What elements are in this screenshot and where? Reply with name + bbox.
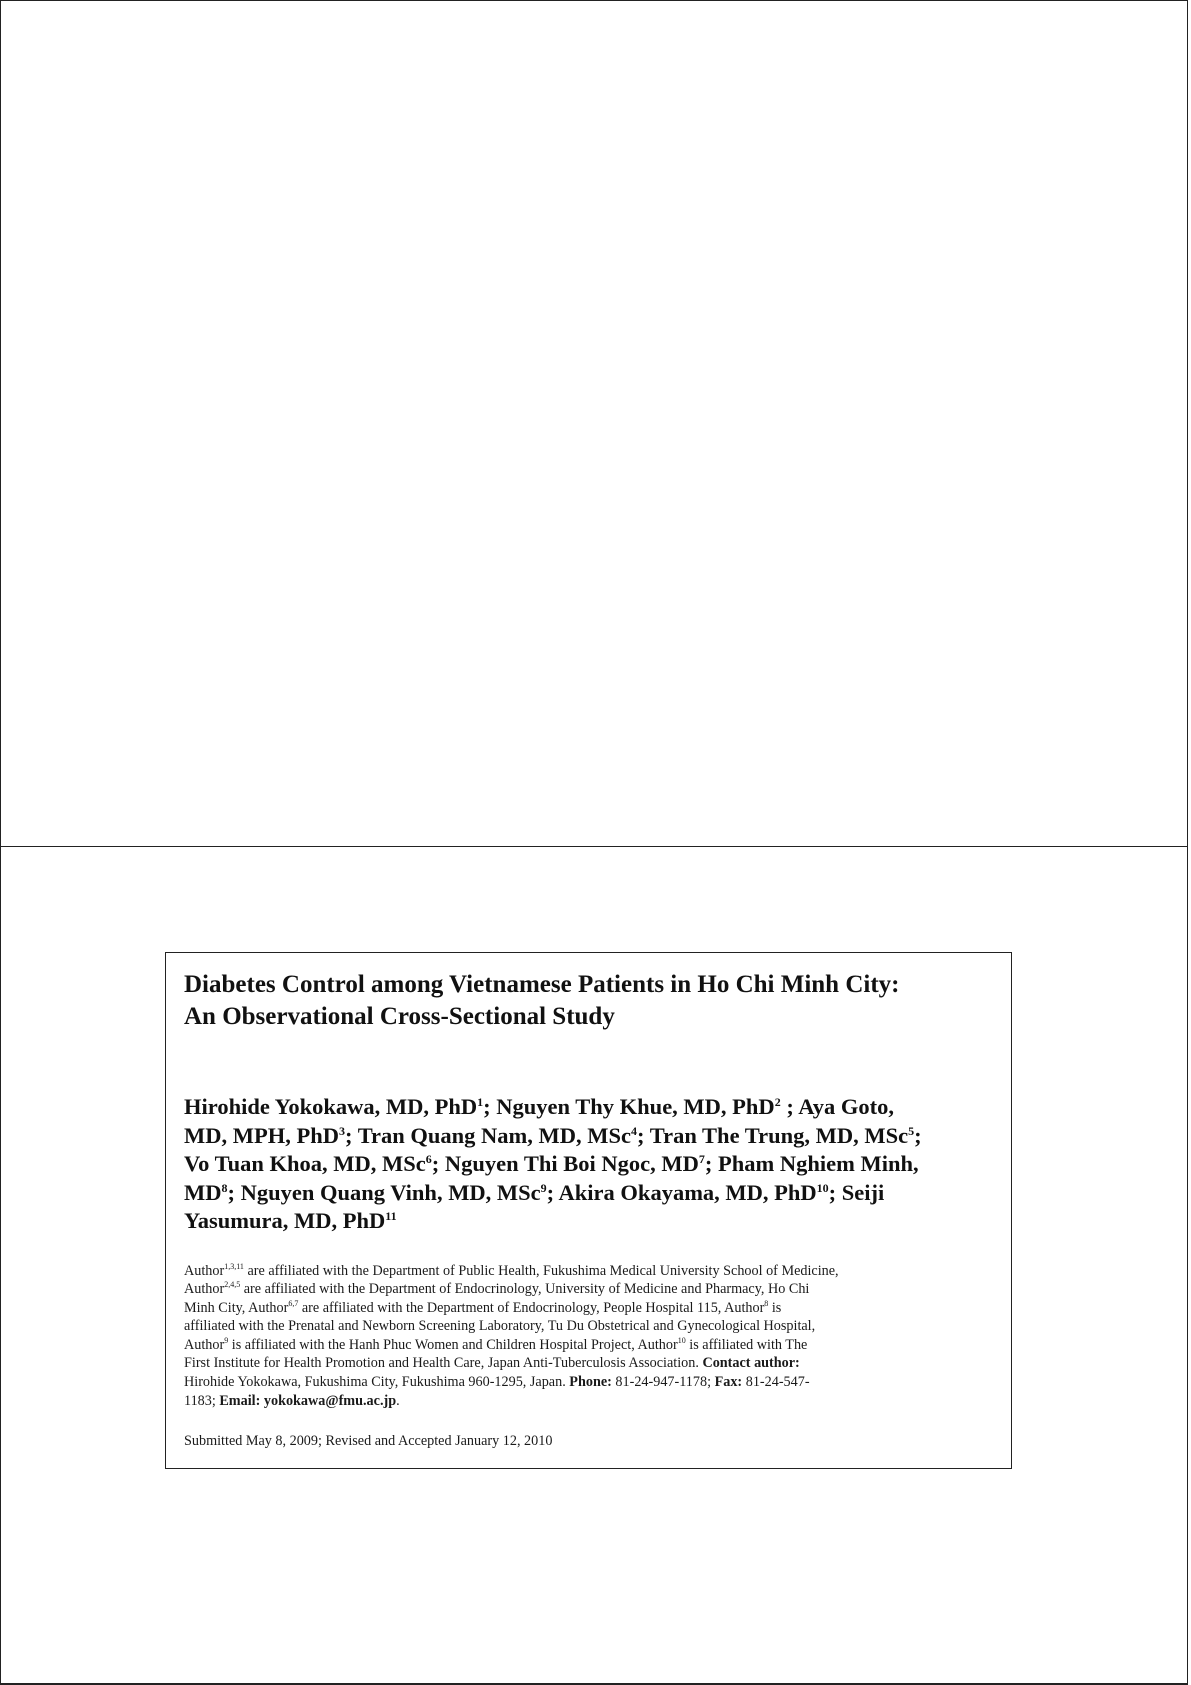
submission-dates: Submitted May 8, 2009; Revised and Accepted January 12, 2010 [184,1433,553,1450]
author-superscript: 6 [425,1152,432,1166]
affiliation-line-6 [184,1354,993,1373]
email-address: yokokawa@fmu.ac.jp [260,1392,397,1409]
author-superscript: 7 [698,1152,705,1166]
paper-title-line-1: Diabetes Control among Vietnamese Patients in Ho Chi Minh City: [184,971,900,998]
author-name: ; Nguyen Thi Boi Ngoc, MD [431,1151,699,1176]
affiliation-line-3 [184,1299,993,1318]
author-superscript: 4 [631,1123,638,1138]
author-name: Hirohide Yokokawa, MD, PhD [184,1094,478,1119]
title-slide [0,846,1188,1685]
author-name: ; Nguyen Thy Khue, MD, PhD [483,1094,775,1119]
affiliation-text: is affiliated with the Hanh Phuc Women and Children Hospital Project, Author [228,1336,678,1353]
author-line-1 [184,1093,993,1122]
author-line-4 [184,1179,993,1208]
affiliation-text: are affiliated with the Department of Public Health, Fukushima Medical University School of Medicine, [243,1262,839,1279]
author-name: ; Aya Goto, [780,1094,895,1119]
author-superscript: 5 [908,1123,915,1138]
affiliation-superscript: 10 [677,1335,686,1345]
affiliation-line-4: affiliated with the Prenatal and Newborn Screening Laboratory, Tu Du Obstetrical and Gynecological Hospital, [184,1318,816,1335]
phone-label: Phone: [569,1374,612,1391]
affiliation-text: Minh City, Author [184,1299,289,1316]
affiliation-text: Author [184,1262,225,1279]
paper-title-block [165,952,1012,1469]
paper-title-line-2: An Observational Cross-Sectional Study [184,1003,615,1030]
paper-title [184,969,993,1033]
author-name: MD, MPH, PhD [184,1122,339,1148]
author-name: ; Tran Quang Nam, MD, MSc [344,1122,632,1148]
author-superscript: 11 [385,1209,397,1223]
author-line-2 [184,1122,993,1151]
affiliation-text: is [768,1299,782,1316]
affiliation-superscript: 1,3,11 [224,1261,244,1271]
affiliation-line-8 [184,1392,993,1411]
author-superscript: 2 [774,1095,781,1109]
affiliation-line-7 [184,1373,993,1392]
affiliation-superscript: 6,7 [288,1298,299,1308]
affiliation-line-5 [184,1336,993,1355]
affiliation-line-2 [184,1280,993,1299]
author-separator: ; [914,1122,922,1148]
fax-label: Fax: [714,1374,743,1391]
author-superscript: 8 [221,1180,228,1195]
author-superscript: 3 [338,1123,345,1138]
author-superscript: 9 [540,1180,547,1195]
affiliation-text: . [396,1392,400,1409]
affiliation-text: are affiliated with the Department of Endocrinology, People Hospital 115, Author [298,1299,765,1316]
affiliation-line-1 [184,1262,993,1281]
affiliation-superscript: 8 [764,1298,769,1308]
author-name: MD [184,1179,222,1205]
author-line-5 [184,1207,993,1236]
author-name: ; Akira Okayama, MD, PhD [546,1179,817,1205]
author-superscript: 1 [477,1095,484,1109]
fax-number: 81-24-547- [742,1374,810,1391]
author-list [184,1093,993,1236]
author-name: ; Tran The Trung, MD, MSc [637,1122,909,1148]
author-superscript: 10 [816,1180,829,1195]
phone-number: 81-24-947-1178; [611,1374,715,1391]
affiliation-text: are affiliated with the Department of Endocrinology, University of Medicine and Pharmacy, Ho Chi [240,1281,810,1298]
author-name: ; Nguyen Quang Vinh, MD, MSc [227,1179,541,1205]
affiliation-text: Author [184,1336,225,1353]
affiliation-superscript: 2,4,5 [224,1280,241,1290]
affiliations-block [184,1262,993,1411]
affiliation-text: is affiliated with The [685,1336,808,1353]
author-name: ; Seiji [828,1179,885,1205]
contact-author-label: Contact author: [702,1355,800,1372]
author-name: Yasumura, MD, PhD [184,1208,386,1233]
author-line-3 [184,1150,993,1179]
author-name: ; Pham Nghiem Minh, [704,1151,919,1176]
affiliation-text: First Institute for Health Promotion and Health Care, Japan Anti-Tuberculosis Association. [184,1355,703,1372]
author-name: Vo Tuan Khoa, MD, MSc [184,1151,426,1176]
contact-address: Hirohide Yokokawa, Fukushima City, Fukushima 960-1295, Japan. [184,1374,570,1391]
affiliation-superscript: 9 [224,1335,229,1345]
fax-number-cont: 1183; [184,1392,220,1409]
email-label: Email: [219,1392,261,1409]
affiliation-text: Author [184,1281,225,1298]
